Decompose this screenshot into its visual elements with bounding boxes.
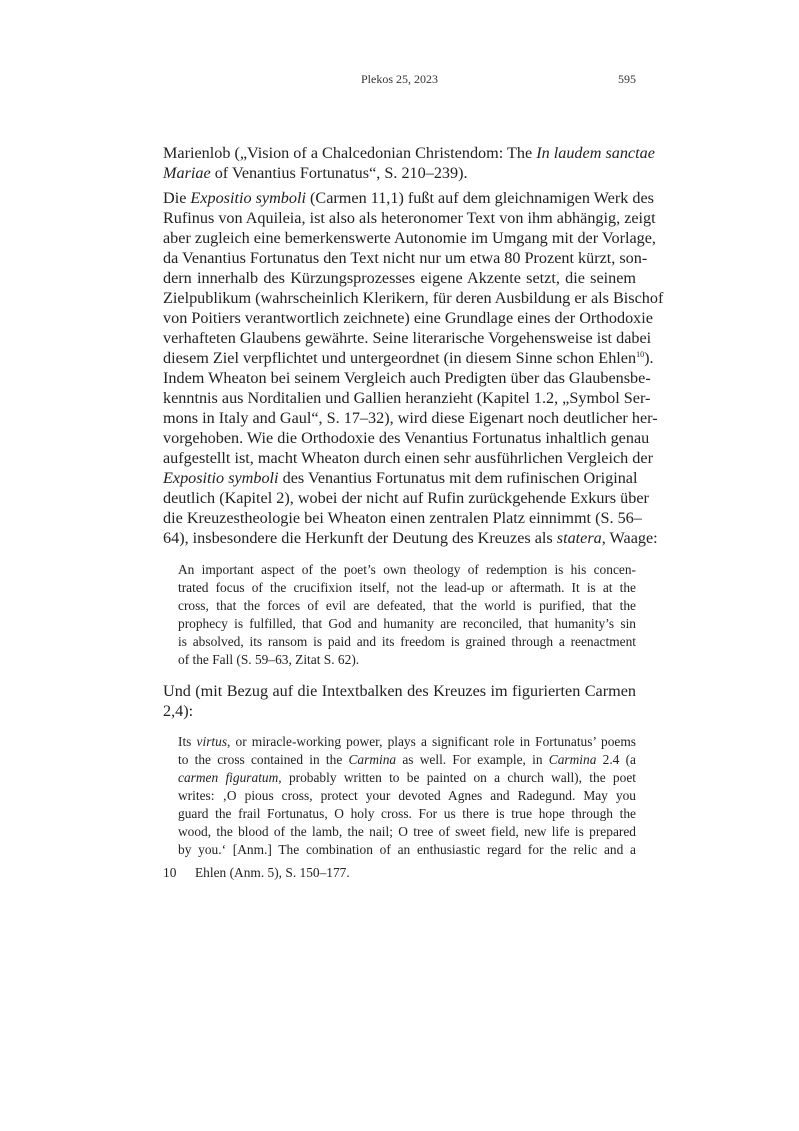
text-segment: da Venantius Fortunatus den Text nicht nur um etwa 80 Prozent kürzt, son- (163, 249, 648, 267)
text-segment: kenntnis aus Norditalien und Gallien heranzieht (Kapitel 1.2, „Symbol Ser- (163, 389, 651, 407)
text-segment: Indem Wheaton bei seinem Vergleich auch Predigten über das Glaubensbe- (163, 369, 651, 387)
text-segment: is absolved, its ransom is paid and its freedom is grained through a reenactment (178, 634, 636, 649)
text-segment: An important aspect of the poet’s own theology of redemption is his concen- (178, 562, 636, 577)
text-line (163, 248, 648, 268)
text-line (163, 468, 636, 488)
text-segment: die Kreuzestheologie bei Wheaton einen zentralen Platz einnimmt (S. 56– (163, 509, 642, 527)
text-segment: as well. For example, in (396, 752, 549, 767)
block-quote-redemption (178, 561, 636, 669)
text-line (178, 615, 636, 633)
text-line (163, 143, 655, 163)
text-line (163, 701, 636, 721)
text-segment: vorgehoben. Wie die Orthodoxie des Venantius Fortunatus inhaltlich genau (163, 429, 650, 447)
text-line (178, 769, 636, 787)
text-line (163, 268, 636, 288)
text-segment: trated focus of the crucifixion itself, not the lead-up or aftermath. It is at the (178, 580, 636, 595)
italic-text: Expositio symboli (190, 189, 306, 207)
text-line (178, 597, 636, 615)
text-line (178, 633, 636, 651)
text-line (178, 751, 636, 769)
text-segment: von Poitiers verantwortlich zeichnete) eine Grundlage eines der Orthodoxie (163, 309, 653, 327)
text-segment: mons in Italy and Gaul“, S. 17–32), wird diese Eigenart noch deutlicher her- (163, 409, 658, 427)
text-segment: of the Fall (S. 59–63, Zitat S. 62). (178, 652, 360, 667)
text-line (163, 368, 651, 388)
italic-text: statera (556, 529, 602, 547)
text-segment: , or miracle-working power, plays a significant role in Fortunatus’ poems (227, 734, 636, 749)
italic-text: In laudem sanctae (536, 144, 655, 162)
text-line (163, 288, 664, 308)
text-line (178, 823, 636, 841)
text-segment: Rufinus von Aquileia, ist also als heteronomer Text von ihm abhängig, zeigt (163, 209, 656, 227)
text-segment: Und (mit Bezug auf die Intextbalken des Kreuzes im figurierten Carmen (163, 682, 636, 700)
text-segment: ). (644, 349, 654, 367)
text-line (178, 805, 636, 823)
text-line (178, 733, 636, 751)
italic-text: Carmina (348, 752, 397, 767)
text-segment: , Waage: (601, 529, 658, 547)
text-segment: writes: ‚O pious cross, protect your devoted Agnes and Radegund. May you (178, 788, 636, 803)
text-segment: 64), insbesondere die Herkunft der Deutung des Kreuzes als (163, 529, 557, 547)
text-line (163, 208, 656, 228)
running-header: Plekos 25, 2023 (360, 72, 438, 86)
text-line (163, 681, 636, 701)
text-line (163, 388, 651, 408)
text-line (163, 188, 654, 208)
paragraph-intro (163, 143, 655, 183)
text-segment: , probably written to be painted on a church wall), the poet (278, 770, 636, 785)
text-segment: Die (163, 189, 191, 207)
text-line (163, 228, 656, 248)
footnote-text: Ehlen (Anm. 5), S. 150–177. (195, 865, 350, 880)
text-line (163, 328, 652, 348)
italic-text: carmen figuratum (178, 770, 279, 785)
text-line (178, 579, 636, 597)
text-segment: aber zugleich eine bemerkenswerte Autonomie im Umgang mit der Vorlage, (163, 229, 656, 247)
italic-text: Carmina (548, 752, 597, 767)
text-line (178, 561, 636, 579)
text-segment: guard the frail Fortunatus, O holy cross. For us there is true hope through the (178, 806, 636, 821)
footnote-reference[interactable]: 10 (636, 350, 645, 359)
text-segment: des Venantius Fortunatus mit dem rufinischen Original (278, 469, 638, 487)
text-line (163, 448, 653, 468)
text-segment: cross, that the forces of evil are defeated, that the world is purified, that the (178, 598, 636, 613)
text-line (178, 651, 636, 669)
footnote (163, 864, 350, 882)
text-line (163, 428, 650, 448)
text-line (163, 163, 636, 183)
text-segment: 2.4 (a (596, 752, 637, 767)
text-segment: diesem Ziel verpflichtet und untergeordnet (in diesem Sinne schon Ehlen (163, 349, 637, 367)
text-line (163, 308, 653, 328)
text-line (163, 528, 658, 548)
text-segment: Marienlob („Vision of a Chalcedonian Christendom: The (163, 144, 537, 162)
text-segment: deutlich (Kapitel 2), wobei der nicht auf Rufin zurückgehende Exkurs über (163, 489, 649, 507)
text-segment: (Carmen 11,1) fußt auf dem gleichnamigen Werk des (305, 189, 654, 207)
text-segment: prophecy is fulfilled, that God and humanity are reconciled, that humanity’s sin (178, 616, 636, 631)
block-quote-virtus (178, 733, 636, 859)
text-line (163, 348, 654, 368)
italic-text: virtus (196, 734, 228, 749)
text-line (163, 508, 642, 528)
text-segment: to the cross contained in the (178, 752, 349, 767)
text-segment: verhafteten Glaubens gewährte. Seine literarische Vorgehensweise ist dabei (163, 329, 652, 347)
text-segment: Its (178, 734, 197, 749)
italic-text: Expositio symboli (163, 469, 279, 487)
page-number: 595 (618, 72, 636, 86)
text-segment: 2,4): (163, 702, 194, 720)
text-line (163, 488, 649, 508)
text-segment: dern innerhalb des Kürzungsprozesses eigene Akzente setzt, die seinem (163, 269, 636, 287)
text-segment: aufgestellt ist, macht Wheaton durch einen sehr ausführlichen Vergleich der (163, 449, 653, 467)
italic-text: Mariae (163, 164, 211, 182)
text-line (163, 408, 658, 428)
text-segment: of Venantius Fortunatus“, S. 210–239). (210, 164, 468, 182)
text-line (178, 841, 636, 859)
footnote-number: 10 (163, 865, 177, 880)
text-segment: Zielpublikum (wahrscheinlich Klerikern, für deren Ausbildung er als Bischof (163, 289, 664, 307)
text-line (178, 787, 636, 805)
paragraph-expositio (163, 188, 664, 548)
text-segment: by you.‘ [Anm.] The combination of an enthusiastic regard for the relic and a (178, 842, 636, 857)
text-segment: wood, the blood of the lamb, the nail; O tree of sweet field, new life is prepared (178, 824, 636, 839)
paragraph-und (163, 681, 636, 721)
